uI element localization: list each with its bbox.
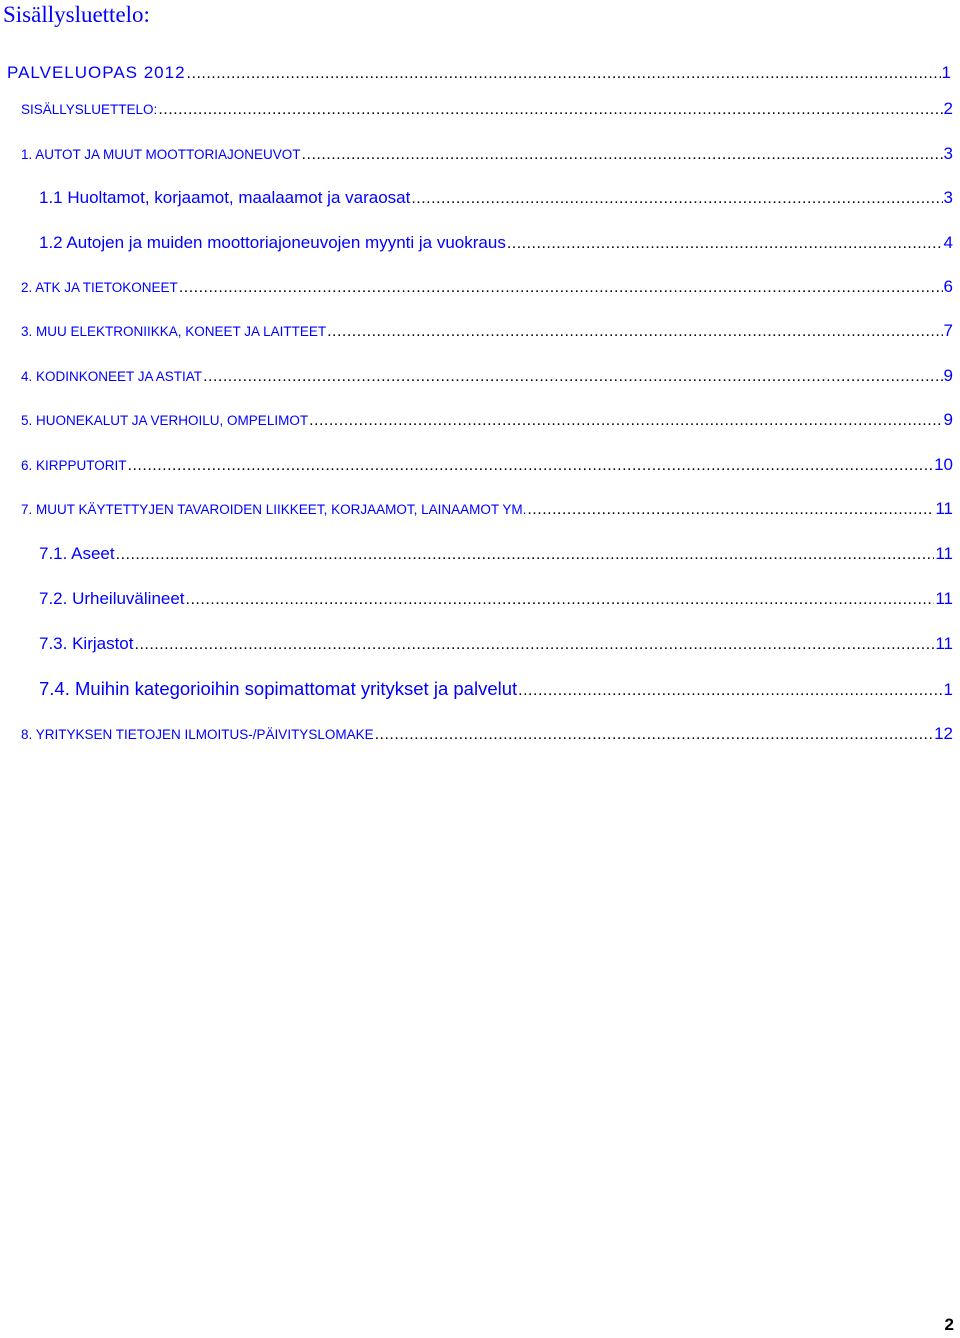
dot-leader bbox=[186, 62, 941, 86]
toc-entry-1-1[interactable] bbox=[39, 186, 953, 210]
toc-entry-label: 1. AUTOT JA MUUT MOOTTORIAJONEUVOT bbox=[21, 147, 301, 162]
toc-entry-label: 7.1. Aseet bbox=[39, 544, 115, 563]
dot-leader bbox=[157, 98, 942, 122]
toc-entry-page: 6 bbox=[943, 277, 953, 296]
dot-leader bbox=[506, 232, 943, 256]
dot-leader bbox=[526, 498, 934, 522]
dot-leader bbox=[517, 679, 942, 703]
toc-entry-3[interactable] bbox=[21, 319, 953, 343]
toc-entry-page: 11 bbox=[935, 634, 953, 653]
toc-heading: Sisällysluettelo: bbox=[3, 2, 150, 27]
toc-entry-page: 11 bbox=[935, 544, 953, 563]
toc-entry-label: 4. KODINKONEET JA ASTIAT bbox=[21, 369, 203, 384]
toc-entry-1[interactable] bbox=[21, 142, 953, 166]
toc-entry-label: SISÄLLYSLUETTELO: bbox=[21, 102, 158, 117]
toc-entry-page: 12 bbox=[934, 724, 953, 743]
dot-leader bbox=[374, 723, 933, 747]
toc-entry-page: 2 bbox=[943, 99, 953, 118]
dot-leader bbox=[178, 276, 943, 300]
toc-entry-7-1[interactable] bbox=[39, 542, 953, 566]
toc-entry-page: 3 bbox=[943, 188, 953, 207]
toc-entry-5[interactable] bbox=[21, 408, 953, 432]
toc-entry-sisallysluettelo[interactable] bbox=[21, 97, 953, 121]
toc-entry-2[interactable] bbox=[21, 275, 953, 299]
toc-entry-page: 11 bbox=[935, 589, 953, 608]
dot-leader bbox=[301, 143, 943, 167]
page-number: 2 bbox=[944, 1315, 954, 1334]
dot-leader bbox=[410, 187, 942, 211]
toc-entry-label: 8. YRITYKSEN TIETOJEN ILMOITUS-/PÄIVITYSLOMAKE bbox=[21, 727, 374, 742]
toc-entry-label: 7.2. Urheiluvälineet bbox=[39, 589, 185, 608]
dot-leader bbox=[185, 588, 935, 612]
toc-entry-4[interactable] bbox=[21, 364, 953, 388]
toc-entry-7-4[interactable] bbox=[39, 677, 953, 701]
toc-entry-1-2[interactable] bbox=[39, 231, 953, 255]
toc-entry-label: 7. MUUT KÄYTETTYJEN TAVAROIDEN LIIKKEET, KORJAAMOT, LAINAAMOT YM. bbox=[21, 502, 527, 517]
toc-entry-label: 7.4. Muihin kategorioihin sopimattomat yritykset ja palvelut bbox=[39, 678, 518, 699]
toc-entry-6[interactable] bbox=[21, 453, 953, 477]
toc-entry-label: 7.3. Kirjastot bbox=[39, 634, 134, 653]
toc-entry-page: 1 bbox=[943, 680, 953, 699]
toc-entry-page: 9 bbox=[943, 410, 953, 429]
toc-entry-label: 1.2 Autojen ja muiden moottoriajoneuvojen myynti ja vuokraus bbox=[39, 233, 506, 252]
toc-entry-label: 5. HUONEKALUT JA VERHOILU, OMPELIMOT bbox=[21, 413, 309, 428]
dot-leader bbox=[308, 409, 942, 433]
toc-entry-page: 9 bbox=[943, 366, 953, 385]
toc-entry-8[interactable] bbox=[21, 722, 953, 746]
toc-entry-label: 2. ATK JA TIETOKONEET bbox=[21, 280, 178, 295]
dot-leader bbox=[127, 454, 934, 478]
toc-entry-label: 3. MUU ELEKTRONIIKKA, KONEET JA LAITTEET bbox=[21, 324, 327, 339]
toc-entry-7[interactable] bbox=[21, 497, 953, 521]
dot-leader bbox=[115, 543, 935, 567]
toc-entry-7-2[interactable] bbox=[39, 587, 953, 611]
toc-entry-page: 7 bbox=[943, 321, 953, 340]
toc-entry-page: 11 bbox=[935, 499, 953, 518]
toc-entry-page: 3 bbox=[943, 144, 953, 163]
toc-entry-label: PALVELUOPAS 2012 bbox=[7, 63, 186, 82]
dot-leader bbox=[202, 365, 942, 389]
toc-entry-page: 4 bbox=[943, 233, 953, 252]
dot-leader bbox=[326, 320, 942, 344]
toc-entry-page: 10 bbox=[934, 455, 953, 474]
toc-entry-palveluopas[interactable] bbox=[7, 61, 952, 85]
toc-entry-7-3[interactable] bbox=[39, 632, 953, 656]
toc-entry-label: 6. KIRPPUTORIT bbox=[21, 458, 127, 473]
dot-leader bbox=[134, 633, 935, 657]
toc-entry-label: 1.1 Huoltamot, korjaamot, maalaamot ja varaosat bbox=[39, 188, 411, 207]
toc-entry-page: 1 bbox=[941, 63, 952, 82]
